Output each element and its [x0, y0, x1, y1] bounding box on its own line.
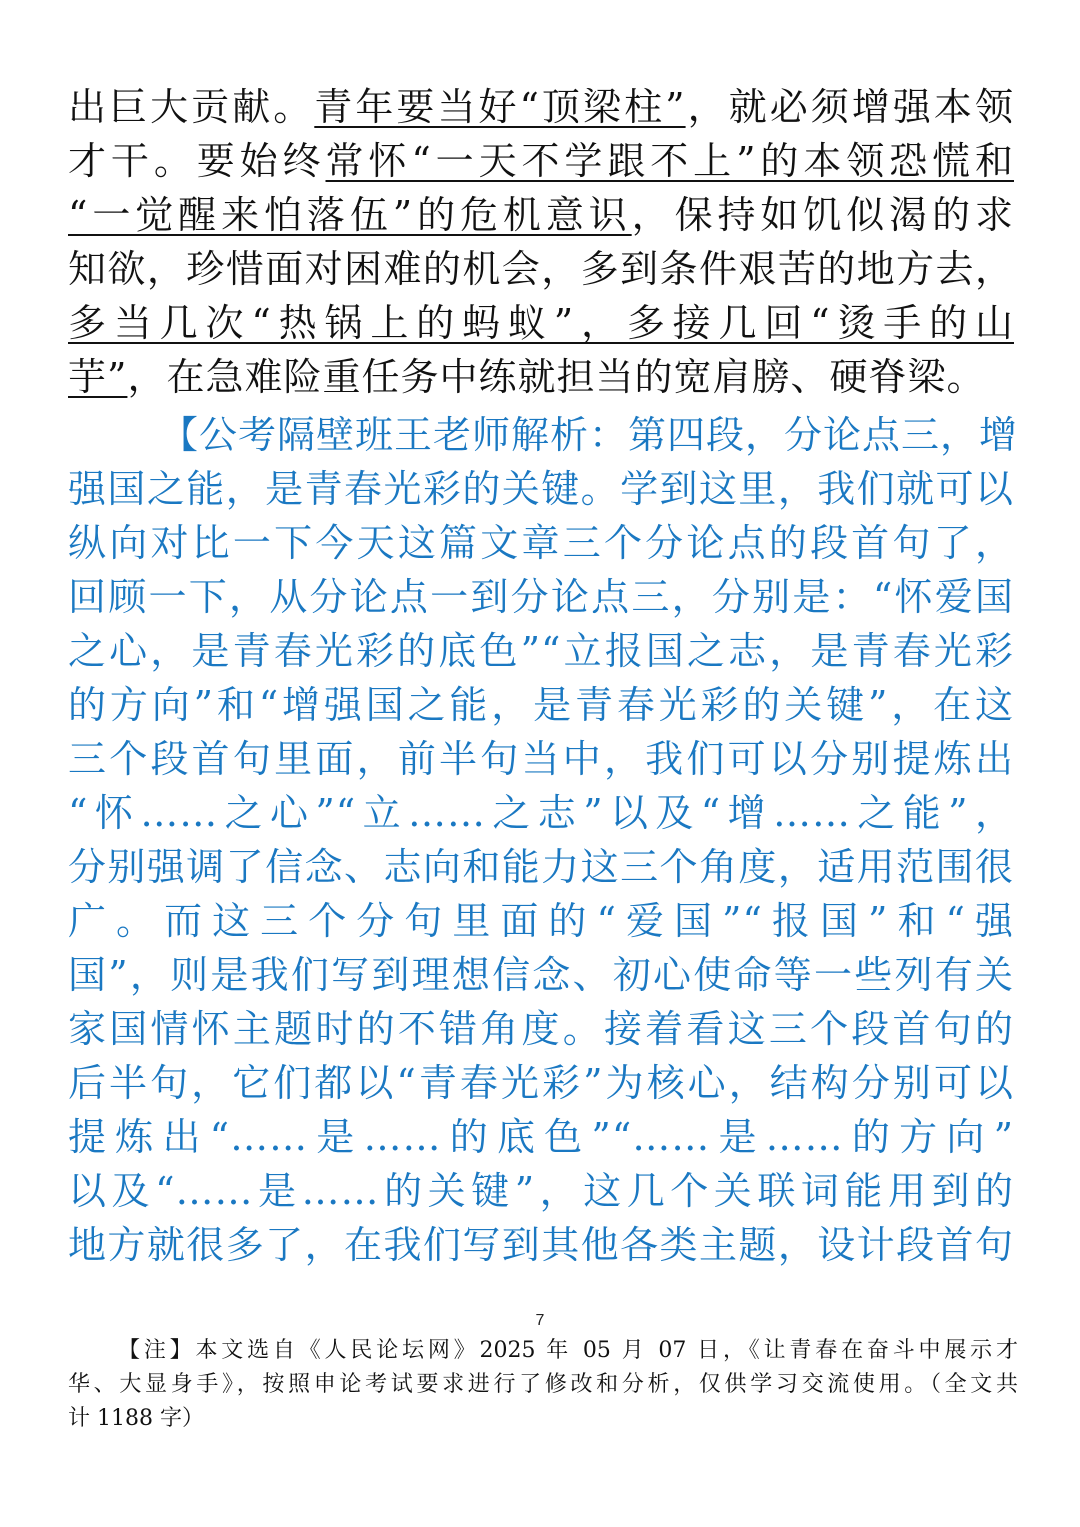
article-line-1 [68, 80, 1014, 134]
article-text: 出巨大贡献。 [68, 85, 315, 129]
analysis-line-6: 的方向”和“增强国之能，是青春光彩的关键”，在这 [68, 683, 1014, 727]
article-line-6 [68, 350, 1014, 404]
analysis-line-11: 国”，则是我们写到理想信念、初心使命等一些列有关 [68, 953, 1014, 997]
article-line-2 [68, 134, 1014, 188]
note-line-2: 华、大显身手》，按照申论考试要求进行了修改和分析，仅供学习交流使用。（全文共 [68, 1372, 1018, 1397]
analysis-line-10: 广。而这三个分句里面的“爱国”“报国”和“强 [68, 899, 1014, 943]
underlined-phrase: 青年要当好“顶梁柱” [314, 85, 686, 129]
analysis-line-9: 分别强调了信念、志向和能力这三个角度，适用范围很 [68, 845, 1014, 889]
article-line-3 [68, 188, 1014, 242]
page-number: 7 [535, 1312, 545, 1329]
article-text: ，保持如饥似渴的求 [631, 193, 1014, 237]
analysis-line-7: 三个段首句里面，前半句当中，我们可以分别提炼出 [68, 737, 1014, 781]
analysis-line-3: 纵向对比一下今天这篇文章三个分论点的段首句了， [68, 521, 1014, 565]
article-text: 知欲，珍惜面对困难的机会，多到条件艰苦的地方去， [68, 247, 1014, 291]
article-line-5 [68, 296, 1014, 350]
underlined-phrase: 芋” [68, 355, 128, 399]
note-line-3: 计 1188 字） [68, 1406, 204, 1431]
analysis-line-4: 回顾一下，从分论点一到分论点三，分别是：“怀爱国 [68, 575, 1014, 619]
underlined-phrase: 多当几次“热锅上的蚂蚁”，多接几回“烫手的山 [68, 301, 1014, 345]
analysis-line-5: 之心，是青春光彩的底色”“立报国之志，是青春光彩 [68, 629, 1014, 673]
article-text: ，在急难险重任务中练就担当的宽肩膀、硬脊梁。 [127, 355, 986, 399]
analysis-line-16: 地方就很多了，在我们写到其他各类主题，设计段首句 [68, 1223, 1014, 1267]
analysis-line-12: 家国情怀主题时的不错角度。接着看这三个段首句的 [68, 1007, 1014, 1051]
article-line-4 [68, 242, 1014, 296]
analysis-line-2: 强国之能，是青春光彩的关键。学到这里，我们就可以 [68, 467, 1014, 511]
article-text: 才干。要始终 [68, 139, 326, 183]
analysis-line-8: “怀……之心”“立……之志”以及“增……之能”， [68, 791, 1014, 835]
article-text: ，就必须增强本领 [685, 85, 1014, 129]
analysis-line-1: 【公考隔壁班王老师解析：第四段，分论点三，增 [160, 413, 1019, 457]
analysis-line-13: 后半句，它们都以“青春光彩”为核心，结构分别可以 [68, 1061, 1014, 1105]
analysis-line-14: 提炼出“……是……的底色”“……是……的方向” [68, 1115, 1014, 1159]
analysis-line-15: 以及“……是……的关键”，这几个关联词能用到的 [68, 1169, 1014, 1213]
underlined-phrase: “一觉醒来怕落伍”的危机意识 [68, 193, 632, 237]
note-line-1: 【注】本文选自《人民论坛网》2025 年 05 月 07 日，《让青春在奋斗中展示才 [118, 1338, 1018, 1363]
underlined-phrase: 常怀“一天不学跟不上”的本领恐慌和 [325, 139, 1014, 183]
